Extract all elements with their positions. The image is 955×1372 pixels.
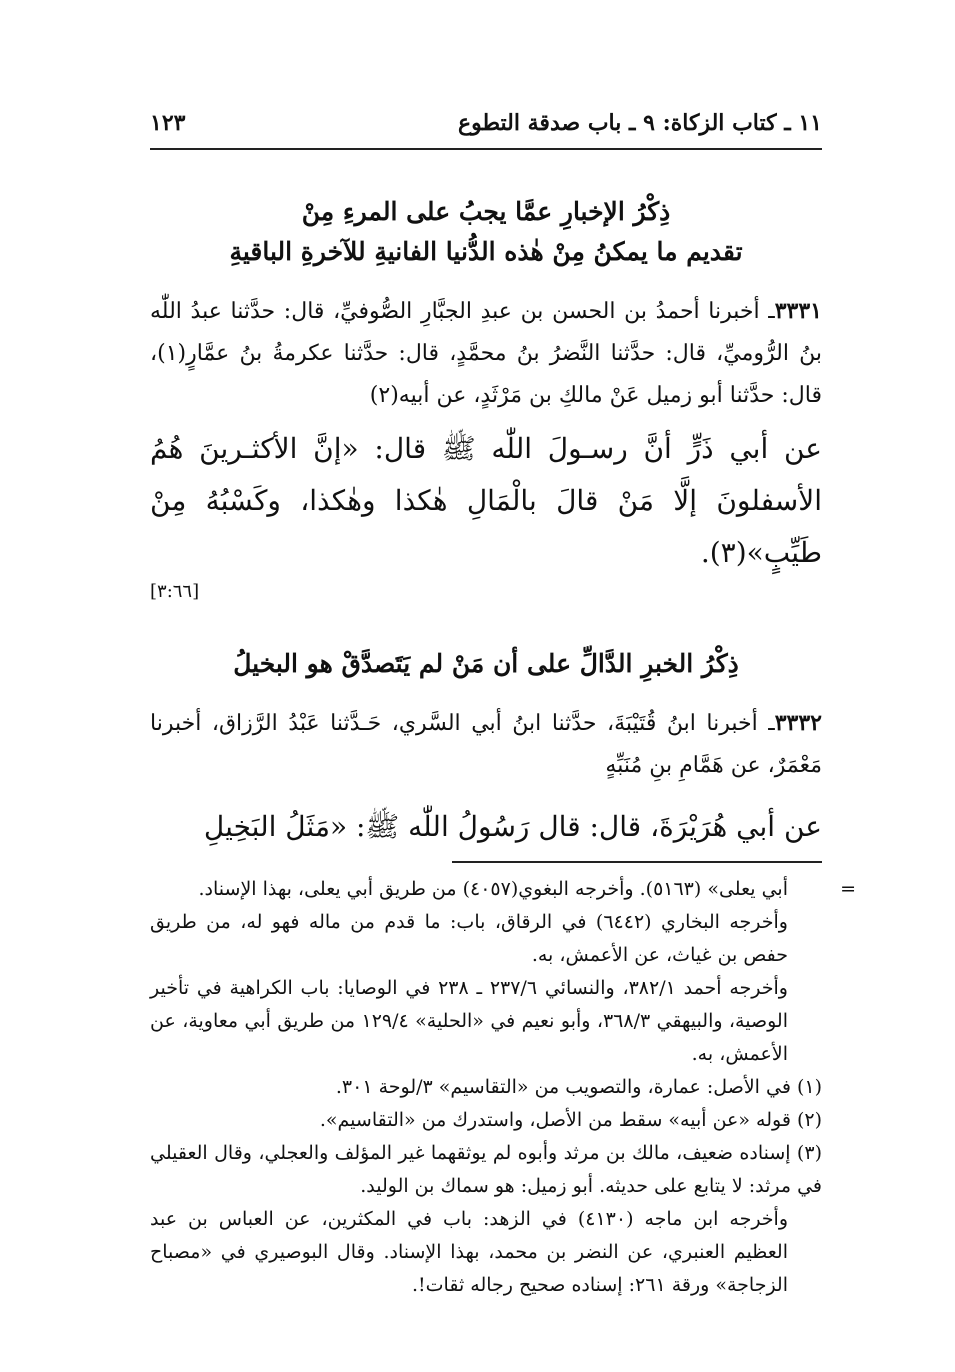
- footnote-continuation-paragraph: وأخرجه أحمد ٣٨٢/١، والنسائي ٢٣٧/٦ ـ ٢٣٨ في الوصايا: باب الكراهية في تأخير الوصية، والبيهقي ٣٦٨/٣، وأبو نعيم في «الحلية» ١٢٩/٤ من طريق أبي معاوية، عن الأعمش، به.: [150, 977, 788, 1065]
- hadith-3332-matn-start: عن أبي هُرَيْرَةَ، قال: قال رَسُولُ اللّٰه ﷺ: «مَثَلُ البَخِيلِ: [203, 810, 822, 843]
- footnote-separator: [452, 861, 822, 863]
- section-heading-1-line-1: ذِكْرُ الإخبارِ عمَّا يجبُ على المرءِ مِنْ: [301, 197, 671, 226]
- footnote-continuation-line: [150, 873, 856, 906]
- footnote-3: (٣) إسناده ضعيف، مالك بن مرثد وأبوه لم يوثقهما غير المؤلف والعجلي، وقال العقيلي في مرثد: لا يتابع على حديثه. أبو زميل: هو سماك بن الوليد.: [150, 1142, 822, 1197]
- hadith-reference: [٣:٦٦]: [150, 581, 200, 602]
- footnote-2: (٢) قوله «عن أبيه» سقط من الأصل، واستدرك من «التقاسيم».: [319, 1109, 822, 1131]
- footnotes: [150, 873, 856, 1302]
- continuation-marker: =: [840, 878, 856, 900]
- running-title: ١١ ـ كتاب الزكاة: ٩ ـ باب صدقة التطوع: [457, 110, 822, 136]
- hadith-3332-isnad: [150, 702, 822, 787]
- hadith-3331-isnad: [150, 290, 822, 417]
- footnote-text: أبي يعلى» (٥١٦٣). وأخرجه البغوي(٤٠٥٧) من طريق أبي يعلى، بهذا الإسناد.: [198, 878, 788, 900]
- isnad-text: ـ أخبرنا ابنُ قُتَيْبَةَ، حدَّثنا ابنُ أبي السَّري، حَـدَّثنا عَبْدُ الرَّزاق، أخبرنا مَعْمَرٌ، عن هَمَّامِ بنِ مُنَبِّهٍ: [150, 711, 822, 778]
- hadith-number: ٣٣٣١: [774, 298, 822, 324]
- page-header: [150, 100, 822, 150]
- isnad-text: ـ أخبرنا أحمدُ بن الحسن بن عبدِ الجبَّارِ الصُّوفيِّ، قال: حدَّثنا عبدُ اللّٰه بنُ الرُّوميِّ، قال: حدَّثنا النَّضرُ بنُ محمَّدٍ، قال: حدَّثنا عكرمةُ بنُ عمَّارٍ(١)، قال: حدَّثنا أبو زميل عَنْ مالكِ بن مَرْثَدٍ، عن أبيه(٢): [150, 299, 822, 408]
- footnote-3-paragraph-2: وأخرجه ابن ماجه (٤١٣٠) في الزهد: باب في المكثرين، عن العباس بن عبد العظيم العنبري، عن النضر بن محمد، بهذا الإسناد. وقال البوصيري في «مصباح الزجاجة» ورقة ٢٦١: إسناده صحيح رجاله ثقات!.: [150, 1208, 788, 1296]
- section-heading-2: ذِكْرُ الخبرِ الدَّالِّ على أن مَنْ لم يَتَصدَّقْ هو البخيلُ: [233, 649, 739, 678]
- hadith-number: ٣٣٣٢: [774, 710, 822, 736]
- hadith-3331-matn: عن أبي ذَرٍّ أنَّ رسـولَ اللّٰه ﷺ قال: «إنَّ الأكثـرينَ هُمُ الأسفلونَ إلَّا مَنْ قالَ بالْمَالِ هٰكذا وهٰكذا، وكَسْبُهُ مِنْ طَيِّبٍ»(٣).: [150, 432, 822, 569]
- page-number: ١٢٣: [150, 110, 186, 136]
- footnote-continuation-paragraph: وأخرجه البخاري (٦٤٤٢) في الرقاق، باب: ما قدم من ماله فهو له، من طريق حفص بن غياث، عن الأعمش، به.: [150, 911, 788, 966]
- section-heading-1-line-2: تقديم ما يمكنُ مِنْ هٰذه الدُّنيا الفانيةِ للآخرةِ الباقيةِ: [229, 237, 743, 266]
- book-page: [150, 100, 856, 1302]
- footnote-1: (١) في الأصل: عمارة، والتصويب من «التقاسيم» ٣/لوحة ٣٠١.: [335, 1076, 822, 1098]
